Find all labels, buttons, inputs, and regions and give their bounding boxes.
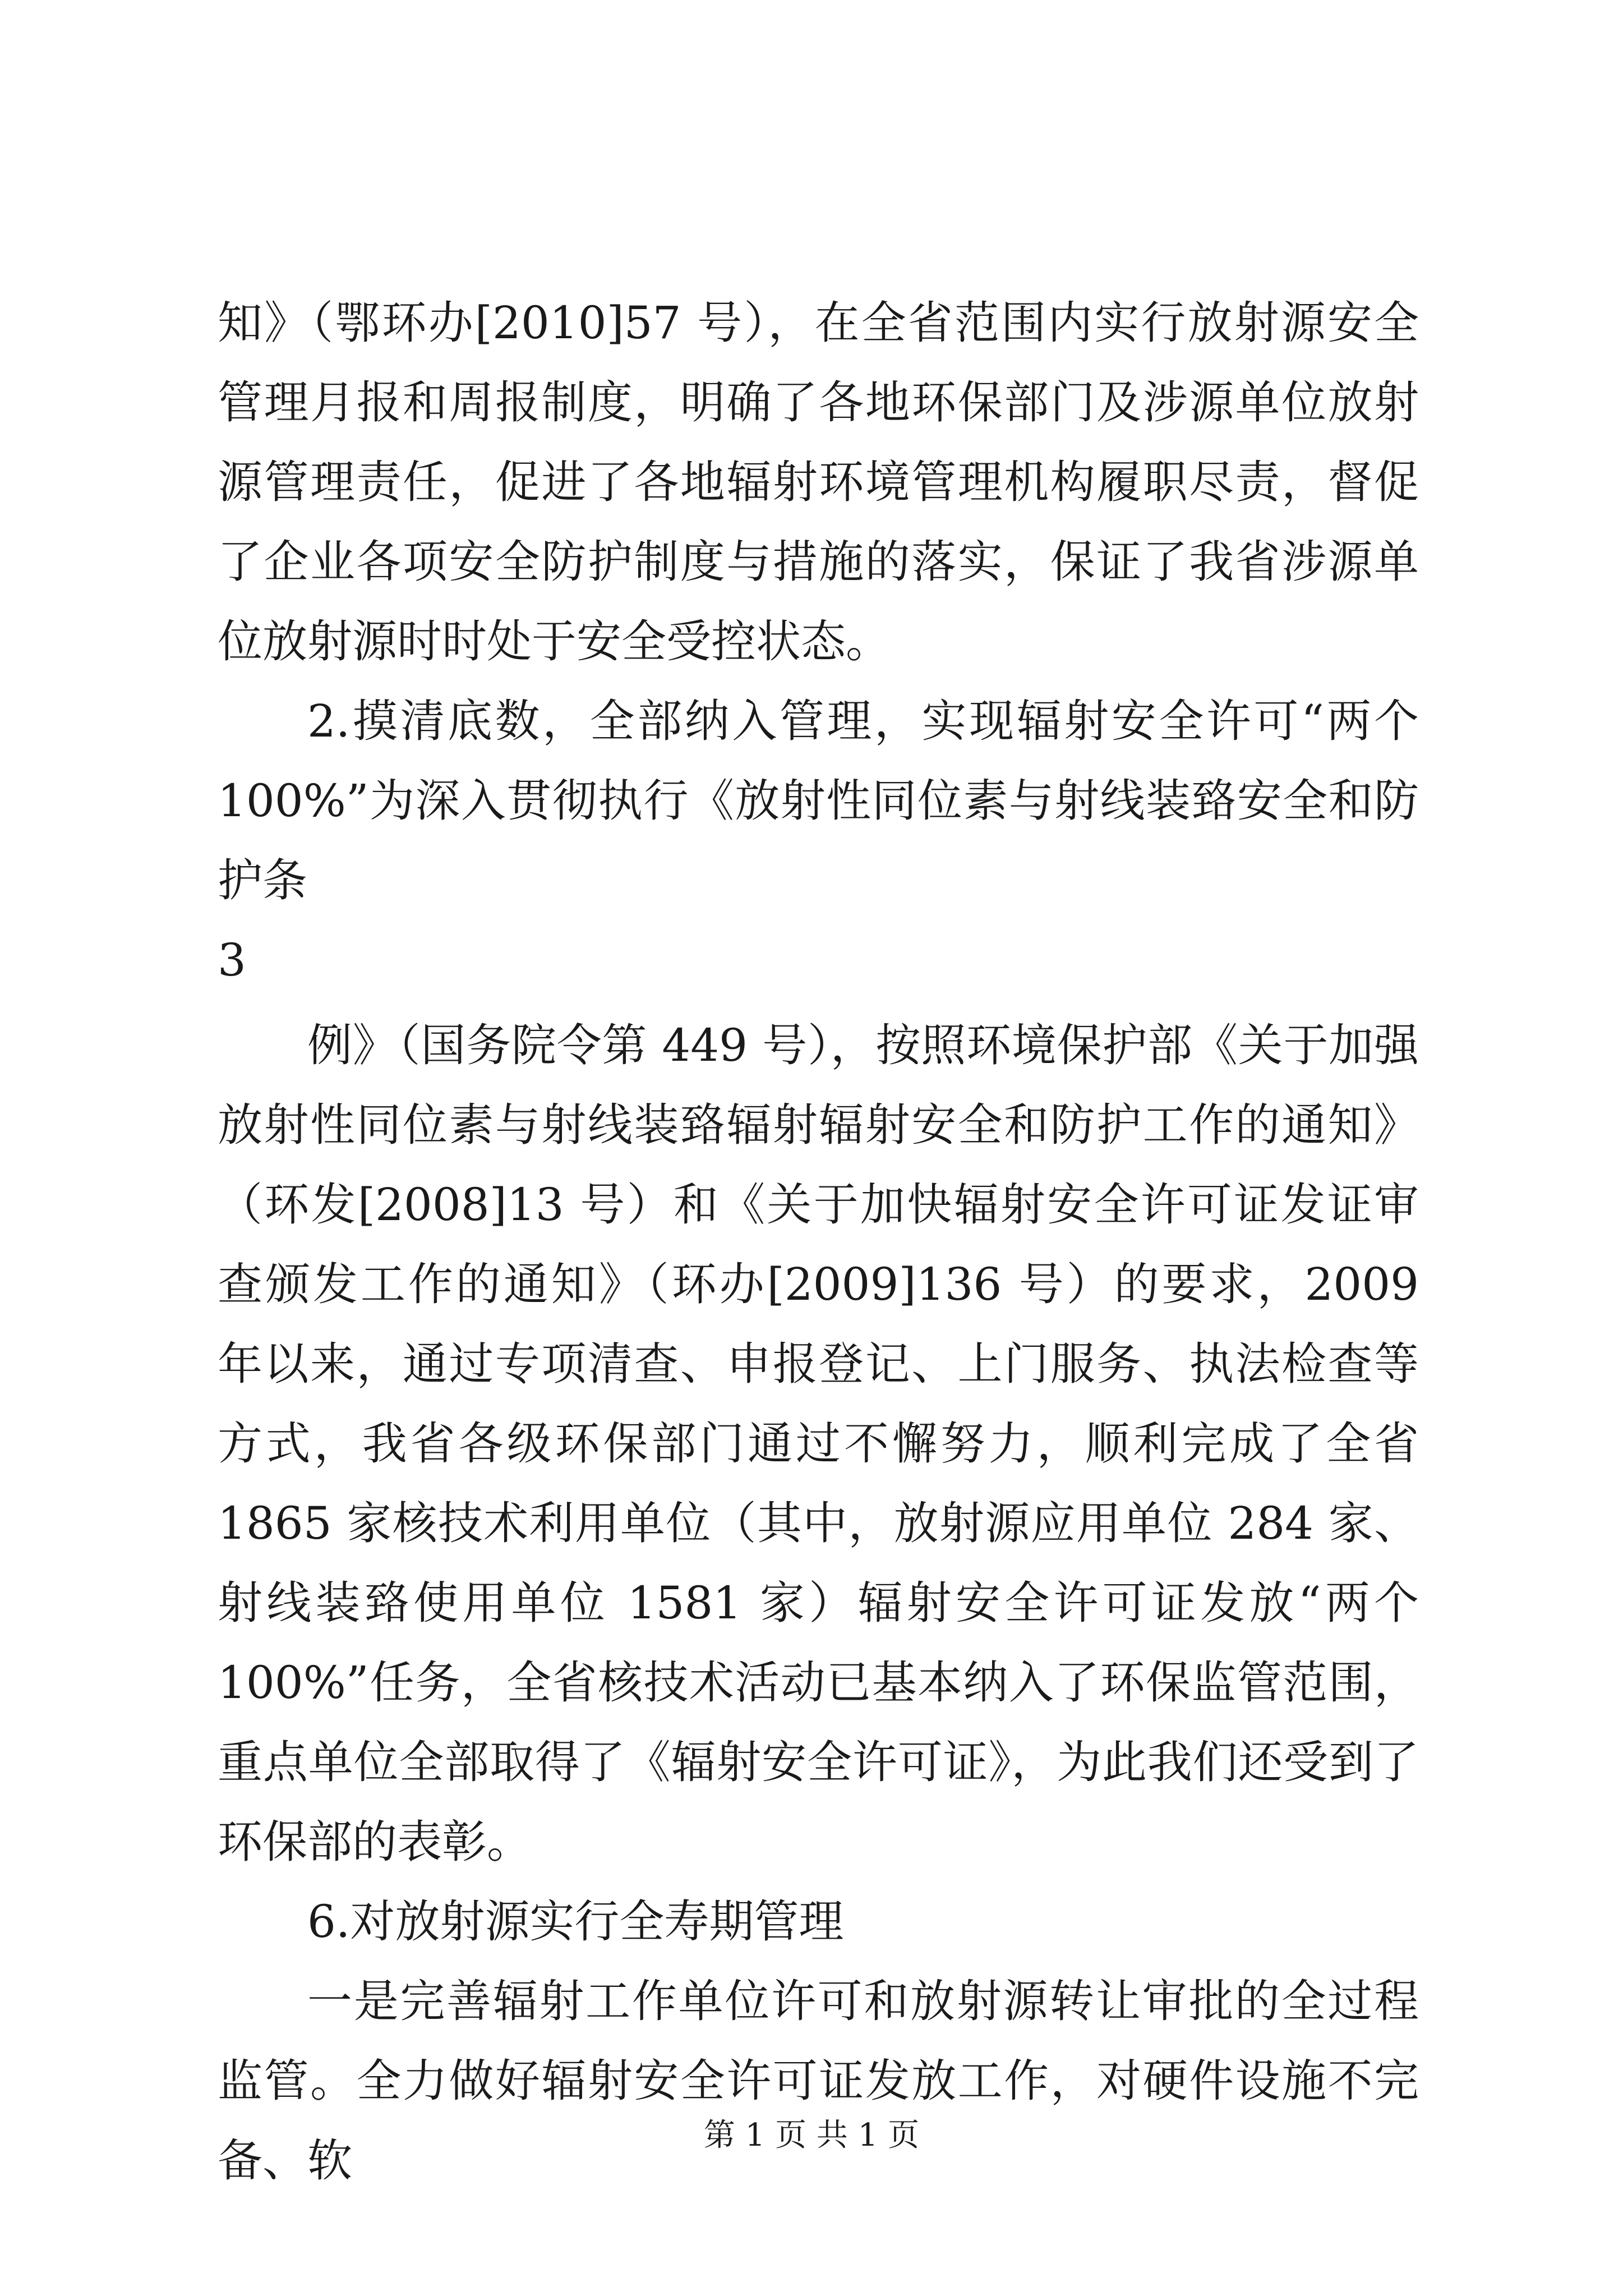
page-footer: 第 1 页 共 1 页 xyxy=(703,2117,920,2154)
section-heading-6: 6.对放射源实行全寿期管理 xyxy=(307,1895,844,1948)
paragraph-3: 例》（国务院令第 449 号），按照环境保护部《关于加强放射性同位素与射线装臵辐射辐射安全和防护工作的通知》（环发[2008]13 号）和《关于加快辐射安全许可证发证审查颁发工作的通知》（环办[2009]136 号）的要求，2009 年以来，通过专项清查、申报登记、上门服务、执法检查等方式，我省各级环保部门通过不懈努力，顺利完成了全省 1865 家核技术利用单位（其中，放射源应用单位 284 家、射线装臵使用单位 1581 家）辐射安全许可证发放“两个 100%”任务，全省核技术活动已基本纳入了环保监管范围，重点单位全部取得了《辐射安全许可证》，为此我们还受到了环保部的表彰。 xyxy=(218,1019,1419,1868)
page-number-fragment: 3 xyxy=(218,934,246,986)
document-body xyxy=(218,283,1419,2201)
paragraph-2: 2.摸清底数，全部纳入管理，实现辐射安全许可“两个100%”为深入贯彻执行《放射性同位素与射线装臵安全和防护条 xyxy=(218,695,1419,907)
paragraph-1: 知》（鄂环办[2010]57 号），在全省范围内实行放射源安全管理月报和周报制度，明确了各地环保部门及涉源单位放射源管理责任，促进了各地辐射环境管理机构履职尽责，督促了企业各项安全防护制度与措施的落实，保证了我省涉源单位放射源时时处于安全受控状态。 xyxy=(218,297,1419,668)
paragraph-4: 一是完善辐射工作单位许可和放射源转让审批的全过程监管。全力做好辐射安全许可证发放工作，对硬件设施不完备、软 xyxy=(218,1975,1419,2187)
